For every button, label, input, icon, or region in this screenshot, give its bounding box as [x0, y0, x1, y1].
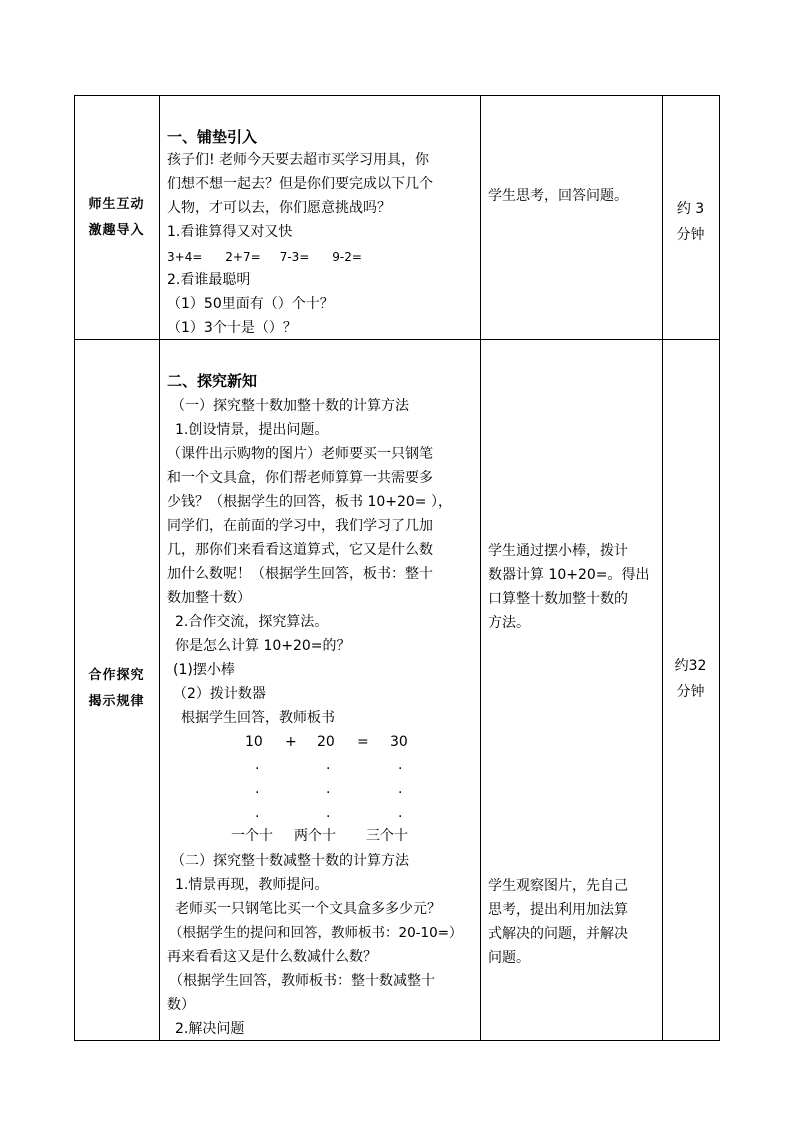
student-line: 式解决的问题，并解决 — [488, 926, 628, 942]
time-cell-1 — [662, 196, 719, 248]
student-activity-1: 学生思考，回答问题。 — [488, 188, 628, 204]
student-line: 方法。 — [488, 615, 530, 631]
col-divider — [159, 95, 160, 1041]
table-border-right — [719, 95, 720, 1041]
content-line: （2）拨计数器 — [173, 686, 266, 702]
content-line: （二）探究整十数减整十数的计算方法 — [171, 853, 409, 869]
dot-mark: . — [326, 781, 331, 797]
time-line: 约 3 — [676, 201, 705, 217]
content-line: （一）探究整十数加整十数的计算方法 — [171, 398, 409, 414]
phase-label-line: 师生互动 — [88, 197, 145, 212]
table-border-top — [74, 95, 720, 96]
dot-mark: . — [255, 805, 260, 821]
content-line: 再来看看这又是什么数减什么数？ — [167, 949, 377, 965]
equation-term: 10 — [245, 734, 263, 750]
content-line: 根据学生回答，教师板书 — [181, 710, 335, 726]
dot-mark: . — [398, 781, 403, 797]
content-line: 1.情景再现，教师提问。 — [175, 877, 329, 893]
content-line: 数） — [167, 997, 195, 1013]
dot-mark: . — [326, 805, 331, 821]
student-line: 问题。 — [488, 950, 530, 966]
dot-mark: . — [398, 805, 403, 821]
content-line: 3+4= 2+7= 7-3= 9-2= — [167, 250, 362, 264]
content-line: 少钱？（根据学生的回答，板书 10+20= ）， — [167, 494, 452, 510]
time-line: 约32 — [674, 658, 707, 674]
phase-label-2 — [74, 663, 159, 715]
equation-term: 20 — [317, 734, 335, 750]
content-line: 和一个文具盒，你们帮老师算算一共需要多 — [167, 470, 433, 486]
row-divider — [74, 339, 720, 340]
content-line: 几，那你们来看看这道算式，它又是什么数 — [167, 542, 433, 558]
content-line: 孩子们! 老师今天要去超市买学习用具，你 — [167, 152, 430, 168]
content-line: 老师买一只钢笔比买一个文具盒多多少元？ — [175, 901, 441, 917]
dot-mark: . — [255, 757, 260, 773]
time-line: 分钟 — [676, 227, 705, 243]
section-title: 一、铺垫引入 — [167, 128, 258, 146]
phase-label-line: 合作探究 — [88, 668, 145, 683]
time-cell-2 — [662, 653, 719, 705]
content-line: （根据学生的提问和回答，教师板书：20-10=） — [169, 925, 463, 941]
content-line: （1）50里面有（）个十？ — [167, 296, 334, 312]
content-line: 2.解决问题 — [175, 1021, 245, 1037]
tens-label: 一个十 — [231, 828, 273, 844]
equation-result: 30 — [390, 734, 408, 750]
content-line: (1)摆小棒 — [173, 662, 235, 678]
phase-label-1 — [74, 192, 159, 244]
content-line: 你是怎么计算 10+20=的？ — [175, 638, 351, 654]
content-line: 2.合作交流，探究算法。 — [175, 614, 329, 630]
content-line: 人物，才可以去，你们愿意挑战吗？ — [167, 200, 391, 216]
content-line: 1.看谁算得又对又快 — [167, 224, 293, 240]
student-line: 学生通过摆小棒，拨计 — [488, 543, 628, 559]
equation-operator: + — [285, 734, 297, 750]
student-line: 数器计算 10+20=。得出 — [488, 567, 650, 583]
content-line: 2.看谁最聪明 — [167, 272, 251, 288]
dot-mark: . — [255, 781, 260, 797]
dot-mark: . — [326, 757, 331, 773]
student-line: 学生观察图片，先自己 — [488, 878, 628, 894]
content-line: （课件出示购物的图片）老师要买一只钢笔 — [167, 446, 433, 462]
content-line: 们想不想一起去？但是你们要完成以下几个 — [167, 176, 433, 192]
student-line: 思考，提出利用加法算 — [488, 902, 628, 918]
content-line: 数加整十数） — [167, 590, 251, 606]
table-border-bottom — [74, 1040, 720, 1041]
lesson-plan-table — [74, 95, 720, 1041]
content-line: （1）3个十是（）？ — [167, 320, 297, 336]
tens-label: 两个十 — [294, 828, 336, 844]
phase-label-line: 揭示规律 — [88, 694, 145, 709]
tens-label: 三个十 — [366, 828, 408, 844]
content-line: （根据学生回答，教师板书：整十数减整十 — [169, 973, 435, 989]
time-line: 分钟 — [676, 684, 705, 700]
section-title: 二、探究新知 — [167, 372, 258, 390]
dot-mark: . — [398, 757, 403, 773]
content-line: 同学们，在前面的学习中，我们学习了几加 — [167, 518, 433, 534]
col-divider — [480, 95, 481, 1041]
content-line: 1.创设情景，提出问题。 — [175, 422, 329, 438]
content-line: 加什么数呢！（根据学生回答，板书：整十 — [167, 566, 433, 582]
student-line: 口算整十数加整十数的 — [488, 591, 628, 607]
phase-label-line: 激趣导入 — [88, 223, 145, 238]
equation-operator: = — [357, 734, 369, 750]
